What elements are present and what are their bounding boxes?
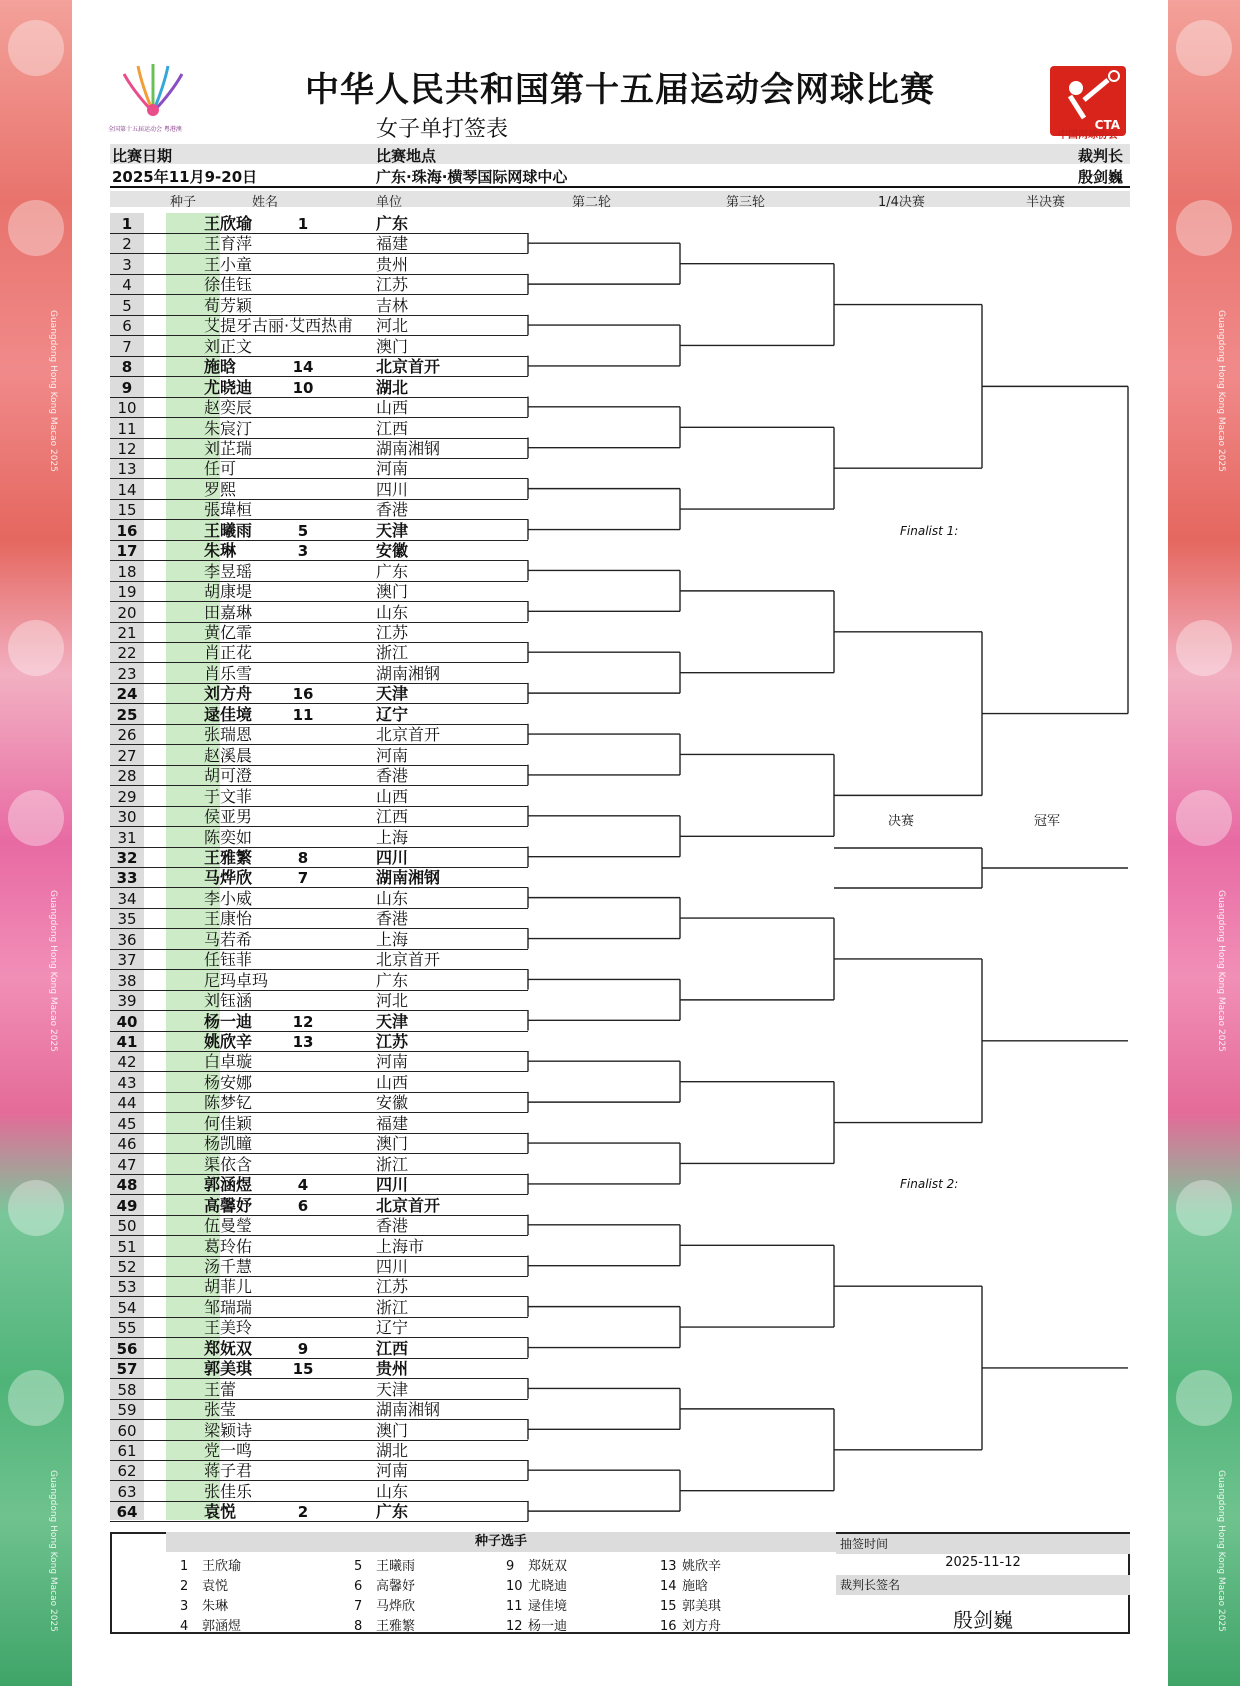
draw-number: 53	[117, 1278, 137, 1297]
player-name: 郭涵煜	[204, 1175, 253, 1195]
venue-label: 比赛地点	[376, 147, 437, 165]
player-unit: 天津	[376, 520, 409, 540]
player-name: 王曦雨	[204, 520, 253, 540]
player-unit: 湖北	[376, 1441, 409, 1460]
draw-number: 38	[117, 971, 137, 990]
side-caption: Guangdong Hong Kong Macao 2025	[48, 1470, 58, 1632]
seed-list-item	[660, 1615, 721, 1634]
player-name: 王雅繁	[204, 847, 253, 867]
seed-list-item	[354, 1555, 415, 1574]
seed-list-number: 2	[180, 1579, 189, 1594]
referee-sign-label: 裁判长签名	[836, 1575, 1130, 1595]
draw-number: 46	[117, 1135, 137, 1154]
seed-number: 11	[292, 705, 314, 724]
date-value: 2025年11月9-20日	[112, 168, 258, 186]
player-unit: 浙江	[376, 1297, 409, 1317]
draw-number: 18	[117, 562, 137, 581]
player-name: 施晗	[204, 357, 237, 377]
draw-number: 13	[117, 460, 137, 479]
seed-list-item	[506, 1575, 567, 1594]
draw-number: 51	[117, 1237, 137, 1256]
player-unit: 浙江	[376, 643, 409, 663]
seed-number: 10	[292, 378, 314, 397]
draw-number: 34	[117, 889, 137, 908]
draw-number: 14	[117, 480, 137, 499]
seed-list-item	[660, 1595, 721, 1614]
seed-number: 9	[297, 1339, 309, 1358]
seed-list-number: 7	[354, 1599, 363, 1614]
seed-list-item	[660, 1575, 708, 1594]
seed-list-item	[506, 1595, 567, 1614]
seed-list-name: 姚欣辛	[682, 1559, 722, 1574]
referee-label: 裁判长	[1078, 147, 1124, 165]
player-name: 胡康堤	[204, 582, 253, 602]
col-quarterfinal: 1/4决赛	[878, 195, 925, 210]
player-name: 袁悦	[204, 1502, 237, 1522]
player-unit: 辽宁	[376, 704, 409, 724]
referee-signature: 殷剑巍	[953, 1608, 1013, 1632]
player-name: 王康怡	[204, 909, 253, 929]
player-name: 白卓璇	[204, 1052, 253, 1072]
player-unit: 江西	[376, 418, 409, 438]
player-unit: 安徽	[376, 541, 409, 561]
draw-number: 61	[117, 1442, 137, 1460]
player-unit: 河南	[376, 1052, 409, 1072]
player-name: 张莹	[204, 1400, 237, 1420]
draw-number: 29	[117, 787, 137, 806]
player-unit: 四川	[376, 1175, 409, 1195]
player-unit: 澳门	[376, 1134, 409, 1154]
player-unit: 北京首开	[376, 357, 441, 377]
player-unit: 山东	[376, 602, 409, 622]
side-caption: Guangdong Hong Kong Macao 2025	[1216, 310, 1226, 472]
draw-number: 4	[122, 276, 132, 295]
player-unit: 澳门	[376, 336, 409, 356]
player-unit: 四川	[376, 1256, 409, 1276]
player-name: 于文菲	[204, 786, 253, 806]
draw-number: 55	[117, 1319, 137, 1338]
draw-number: 50	[117, 1217, 137, 1236]
seed-list-name: 高馨妤	[376, 1579, 416, 1594]
player-unit: 山西	[376, 786, 409, 806]
player-unit: 山东	[376, 888, 409, 908]
draw-number: 64	[116, 1503, 138, 1522]
player-name: 渠依含	[204, 1154, 253, 1174]
seed-list-number: 9	[506, 1559, 515, 1574]
draw-number: 47	[117, 1155, 137, 1174]
seed-number: 8	[297, 848, 309, 867]
seed-list-name: 王曦雨	[376, 1559, 416, 1574]
player-name: 梁颖诗	[204, 1420, 253, 1440]
draw-number: 22	[117, 644, 137, 663]
player-name: 黄亿霏	[204, 623, 253, 642]
player-unit: 江苏	[376, 1277, 409, 1297]
player-name: 肖正花	[204, 643, 253, 663]
draw-number: 36	[117, 930, 137, 949]
player-name: 王欣瑜	[204, 214, 253, 233]
draw-number: 44	[117, 1094, 137, 1113]
player-name: 罗熙	[204, 479, 237, 499]
draw-number: 45	[117, 1114, 137, 1133]
cta-logo-text: CTA	[1094, 118, 1120, 132]
draw-number: 27	[117, 746, 137, 765]
draw-number: 52	[117, 1257, 137, 1276]
player-name: 胡菲儿	[204, 1277, 253, 1297]
player-name: 張瑋桓	[204, 500, 253, 520]
player-name: 伍曼瑩	[204, 1216, 253, 1236]
seed-number: 15	[292, 1360, 314, 1379]
player-unit: 河南	[376, 1461, 409, 1481]
seed-list-number: 10	[506, 1579, 523, 1594]
player-name: 刘正文	[204, 336, 253, 356]
player-name: 杨凯瞳	[204, 1134, 253, 1154]
seed-list-item	[354, 1615, 415, 1634]
seed-number: 6	[297, 1196, 309, 1215]
side-caption: Guangdong Hong Kong Macao 2025	[48, 310, 58, 472]
seed-list-item	[180, 1575, 228, 1594]
player-unit: 安徽	[376, 1093, 409, 1113]
draw-number: 40	[116, 1012, 138, 1031]
draw-number: 26	[117, 726, 137, 745]
finalist-2-label: Finalist 2:	[900, 1177, 959, 1191]
seed-list-item	[180, 1595, 228, 1614]
side-caption: Guangdong Hong Kong Macao 2025	[1216, 890, 1226, 1052]
player-name: 徐佳钰	[204, 275, 253, 295]
seed-list-number: 14	[660, 1579, 677, 1594]
col-seed: 种子	[170, 195, 197, 210]
draw-number: 5	[122, 296, 132, 315]
player-unit: 江西	[376, 807, 409, 827]
player-unit: 江苏	[376, 275, 409, 295]
player-unit: 湖南湘钢	[376, 1400, 441, 1420]
player-unit: 上海市	[376, 1236, 425, 1256]
player-name: 王蕾	[204, 1379, 237, 1399]
seed-list-name: 袁悦	[202, 1579, 229, 1594]
player-unit: 贵州	[376, 1359, 409, 1379]
draw-number: 54	[117, 1298, 137, 1317]
player-unit: 江西	[376, 1338, 409, 1358]
player-name: 尤晓迪	[204, 377, 253, 397]
seed-list-item	[660, 1555, 721, 1574]
seed-list-number: 4	[180, 1619, 189, 1634]
player-unit: 湖北	[376, 377, 409, 397]
referee-value: 殷剑巍	[1078, 168, 1124, 186]
player-name: 赵奕辰	[204, 398, 253, 418]
draw-number: 8	[121, 358, 133, 377]
player-unit: 福建	[376, 234, 409, 254]
finalist-1-label: Finalist 1:	[900, 524, 959, 538]
col-name: 姓名	[252, 195, 279, 210]
player-name: 党一鸣	[204, 1441, 253, 1460]
player-unit: 江苏	[376, 623, 409, 642]
draw-number: 43	[117, 1073, 137, 1092]
player-name: 刘方舟	[204, 684, 253, 704]
player-unit: 山东	[376, 1481, 409, 1501]
page-title: 中华人民共和国第十五届运动会网球比赛	[305, 70, 935, 110]
seed-list-name: 朱琳	[202, 1599, 229, 1614]
player-name: 杨安娜	[204, 1072, 253, 1092]
seed-list-name: 郭涵煜	[202, 1619, 242, 1634]
draw-number: 49	[116, 1196, 138, 1215]
seed-list-name: 马烨欣	[376, 1599, 416, 1614]
player-unit: 北京首开	[376, 1195, 441, 1215]
player-unit: 广东	[376, 561, 409, 581]
player-name: 赵溪晨	[204, 745, 253, 765]
draw-number: 20	[117, 603, 137, 622]
player-name: 任可	[204, 459, 237, 479]
player-name: 陈梦钇	[204, 1093, 253, 1113]
draw-number: 24	[116, 685, 138, 704]
side-caption: Guangdong Hong Kong Macao 2025	[48, 890, 58, 1052]
draw-number: 31	[117, 828, 137, 847]
player-name: 尼玛卓玛	[204, 970, 269, 990]
player-name: 李昱瑶	[204, 561, 253, 581]
seeds-panel-title: 种子选手	[166, 1532, 836, 1552]
player-name: 蒋子君	[204, 1461, 253, 1481]
player-unit: 山西	[376, 1072, 409, 1092]
draw-number: 60	[117, 1421, 137, 1440]
player-name: 汤千慧	[204, 1256, 253, 1276]
player-unit: 香港	[376, 500, 409, 520]
date-label: 比赛日期	[112, 147, 173, 165]
player-name: 杨一迪	[204, 1011, 253, 1031]
col-unit: 单位	[376, 195, 403, 210]
seed-list-name: 王欣瑜	[202, 1559, 242, 1574]
draw-number: 19	[117, 583, 137, 602]
col-round2: 第二轮	[572, 195, 612, 210]
player-unit: 河南	[376, 745, 409, 765]
player-unit: 澳门	[376, 582, 409, 602]
player-name: 朱琳	[204, 541, 237, 561]
seed-list-item	[354, 1595, 415, 1614]
player-name: 陈奕如	[204, 827, 253, 847]
player-name: 逯佳境	[204, 704, 253, 724]
seed-list-number: 6	[354, 1579, 363, 1594]
draw-number: 16	[116, 521, 138, 540]
seed-number: 12	[292, 1012, 314, 1031]
player-name: 郭美琪	[204, 1359, 253, 1379]
seed-number: 7	[297, 869, 309, 888]
cta-caption: 中国网球协会	[1058, 130, 1118, 141]
draw-number: 59	[117, 1401, 137, 1420]
player-name: 任钰菲	[204, 950, 253, 970]
player-unit: 贵州	[376, 254, 409, 274]
seed-list-number: 3	[180, 1599, 189, 1614]
player-unit: 四川	[376, 479, 409, 499]
player-unit: 四川	[376, 847, 409, 867]
venue-value: 广东·珠海·横琴国际网球中心	[376, 168, 568, 186]
player-unit: 河北	[376, 316, 409, 336]
player-name: 姚欣辛	[204, 1032, 253, 1051]
player-unit: 河南	[376, 459, 409, 479]
player-name: 王小童	[204, 254, 253, 274]
draw-number: 21	[117, 624, 137, 642]
player-unit: 天津	[376, 1379, 409, 1399]
draw-number: 41	[116, 1033, 138, 1051]
player-name: 刘钰涵	[204, 991, 253, 1011]
draw-number: 33	[116, 869, 138, 888]
player-name: 侯亚男	[204, 807, 253, 827]
draw-number: 17	[116, 542, 138, 561]
draw-number: 48	[116, 1176, 138, 1195]
player-unit: 香港	[376, 909, 409, 929]
player-name: 张瑞恩	[204, 725, 253, 745]
player-name: 刘芷瑞	[204, 438, 253, 458]
draw-number: 12	[117, 439, 137, 458]
seed-number: 3	[297, 542, 309, 561]
player-unit: 上海	[376, 929, 409, 949]
seed-number: 1	[297, 215, 309, 233]
page-subtitle: 女子单打签表	[376, 117, 509, 142]
seed-list-name: 刘方舟	[682, 1619, 722, 1634]
player-unit: 澳门	[376, 1420, 409, 1440]
player-name: 王育萍	[204, 234, 253, 254]
seed-number: 14	[292, 358, 314, 377]
draw-number: 28	[117, 767, 137, 786]
player-name: 何佳颖	[204, 1113, 253, 1133]
seed-number: 5	[297, 521, 309, 540]
player-unit: 江苏	[376, 1032, 409, 1051]
draw-time-label: 抽签时间	[836, 1534, 1130, 1554]
player-unit: 湖南湘钢	[376, 438, 441, 458]
champion-label: 冠军	[1034, 814, 1061, 829]
draw-number: 57	[116, 1360, 138, 1379]
player-unit: 上海	[376, 827, 409, 847]
seed-list-number: 12	[506, 1619, 523, 1634]
player-name: 荀芳颖	[204, 295, 253, 315]
player-name: 张佳乐	[204, 1481, 253, 1501]
seed-list-number: 13	[660, 1559, 677, 1574]
player-name: 郑妩双	[204, 1338, 253, 1358]
col-semifinal: 半决赛	[1026, 195, 1066, 210]
player-name: 王美玲	[204, 1318, 253, 1338]
player-unit: 浙江	[376, 1154, 409, 1174]
player-unit: 辽宁	[376, 1318, 409, 1338]
seed-list-name: 逯佳境	[528, 1599, 568, 1614]
draw-number: 23	[117, 664, 137, 683]
player-name: 朱宸汀	[204, 418, 253, 438]
seed-list-name: 郭美琪	[682, 1599, 722, 1614]
seed-list-item	[506, 1615, 567, 1634]
player-unit: 广东	[376, 214, 409, 233]
draw-number: 30	[117, 808, 137, 827]
player-name: 高馨妤	[204, 1195, 253, 1215]
player-unit: 天津	[376, 684, 409, 704]
draw-number: 7	[122, 337, 132, 356]
seed-list-name: 尤晓迪	[528, 1579, 568, 1594]
seed-list-number: 11	[506, 1599, 523, 1614]
draw-number: 62	[117, 1462, 137, 1481]
seed-list-number: 16	[660, 1619, 677, 1634]
player-name: 邹瑞瑞	[204, 1297, 253, 1317]
player-unit: 湖南湘钢	[376, 663, 441, 683]
draw-number: 63	[117, 1482, 137, 1501]
player-unit: 广东	[376, 970, 409, 990]
draw-number: 1	[121, 215, 133, 233]
player-unit: 河北	[376, 991, 409, 1011]
seed-number: 4	[297, 1176, 309, 1195]
player-name: 田嘉琳	[204, 602, 253, 622]
player-name: 马烨欣	[204, 868, 253, 888]
draw-number: 6	[122, 317, 132, 336]
draw-number: 35	[117, 910, 137, 929]
draw-number: 15	[117, 501, 137, 520]
draw-number: 11	[117, 419, 137, 438]
player-unit: 湖南湘钢	[376, 868, 441, 888]
player-name: 艾提牙古丽·艾西热甫	[204, 316, 354, 336]
player-name: 胡可澄	[204, 766, 253, 786]
player-name: 马若希	[204, 929, 253, 949]
draw-number: 25	[116, 705, 138, 724]
col-round3: 第三轮	[726, 195, 766, 210]
final-label: 决赛	[888, 814, 915, 829]
draw-number: 56	[116, 1339, 138, 1358]
player-unit: 吉林	[376, 295, 409, 315]
seed-list-number: 15	[660, 1599, 677, 1614]
draw-number: 42	[117, 1053, 137, 1072]
seed-list-item	[180, 1615, 241, 1634]
draw-number: 9	[121, 378, 133, 397]
player-unit: 北京首开	[376, 950, 441, 970]
draw-number: 37	[117, 951, 137, 970]
seed-list-number: 5	[354, 1559, 363, 1574]
player-unit: 香港	[376, 766, 409, 786]
draw-time-value: 2025-11-12	[945, 1555, 1021, 1570]
draw-number: 58	[117, 1380, 137, 1399]
draw-number: 2	[122, 235, 132, 254]
player-name: 李小威	[204, 888, 253, 908]
seed-number: 13	[292, 1033, 314, 1051]
player-unit: 北京首开	[376, 725, 441, 745]
player-name: 葛玲佑	[204, 1236, 253, 1256]
draw-number: 10	[117, 399, 137, 418]
player-unit: 山西	[376, 398, 409, 418]
games-logo-caption: 全国第十五届运动会 粤港澳	[108, 126, 182, 133]
seed-list-item	[180, 1555, 241, 1574]
seed-list-name: 王雅繁	[376, 1619, 416, 1634]
seed-list-number: 8	[354, 1619, 363, 1634]
seed-list-name: 郑妩双	[528, 1559, 568, 1574]
seed-list-number: 1	[180, 1559, 189, 1574]
draw-number: 39	[117, 992, 137, 1011]
seed-list-item	[506, 1555, 567, 1574]
player-unit: 香港	[376, 1216, 409, 1236]
player-name: 肖乐雪	[204, 663, 253, 683]
player-unit: 天津	[376, 1011, 409, 1031]
seed-number: 2	[297, 1503, 309, 1522]
side-caption: Guangdong Hong Kong Macao 2025	[1216, 1470, 1226, 1632]
draw-number: 3	[122, 255, 132, 274]
player-unit: 福建	[376, 1113, 409, 1133]
seed-number: 16	[292, 685, 314, 704]
draw-number: 32	[116, 848, 138, 867]
player-unit: 广东	[376, 1502, 409, 1522]
seed-list-item	[354, 1575, 415, 1594]
seed-list-name: 施晗	[682, 1579, 709, 1594]
seed-list-name: 杨一迪	[528, 1619, 568, 1634]
